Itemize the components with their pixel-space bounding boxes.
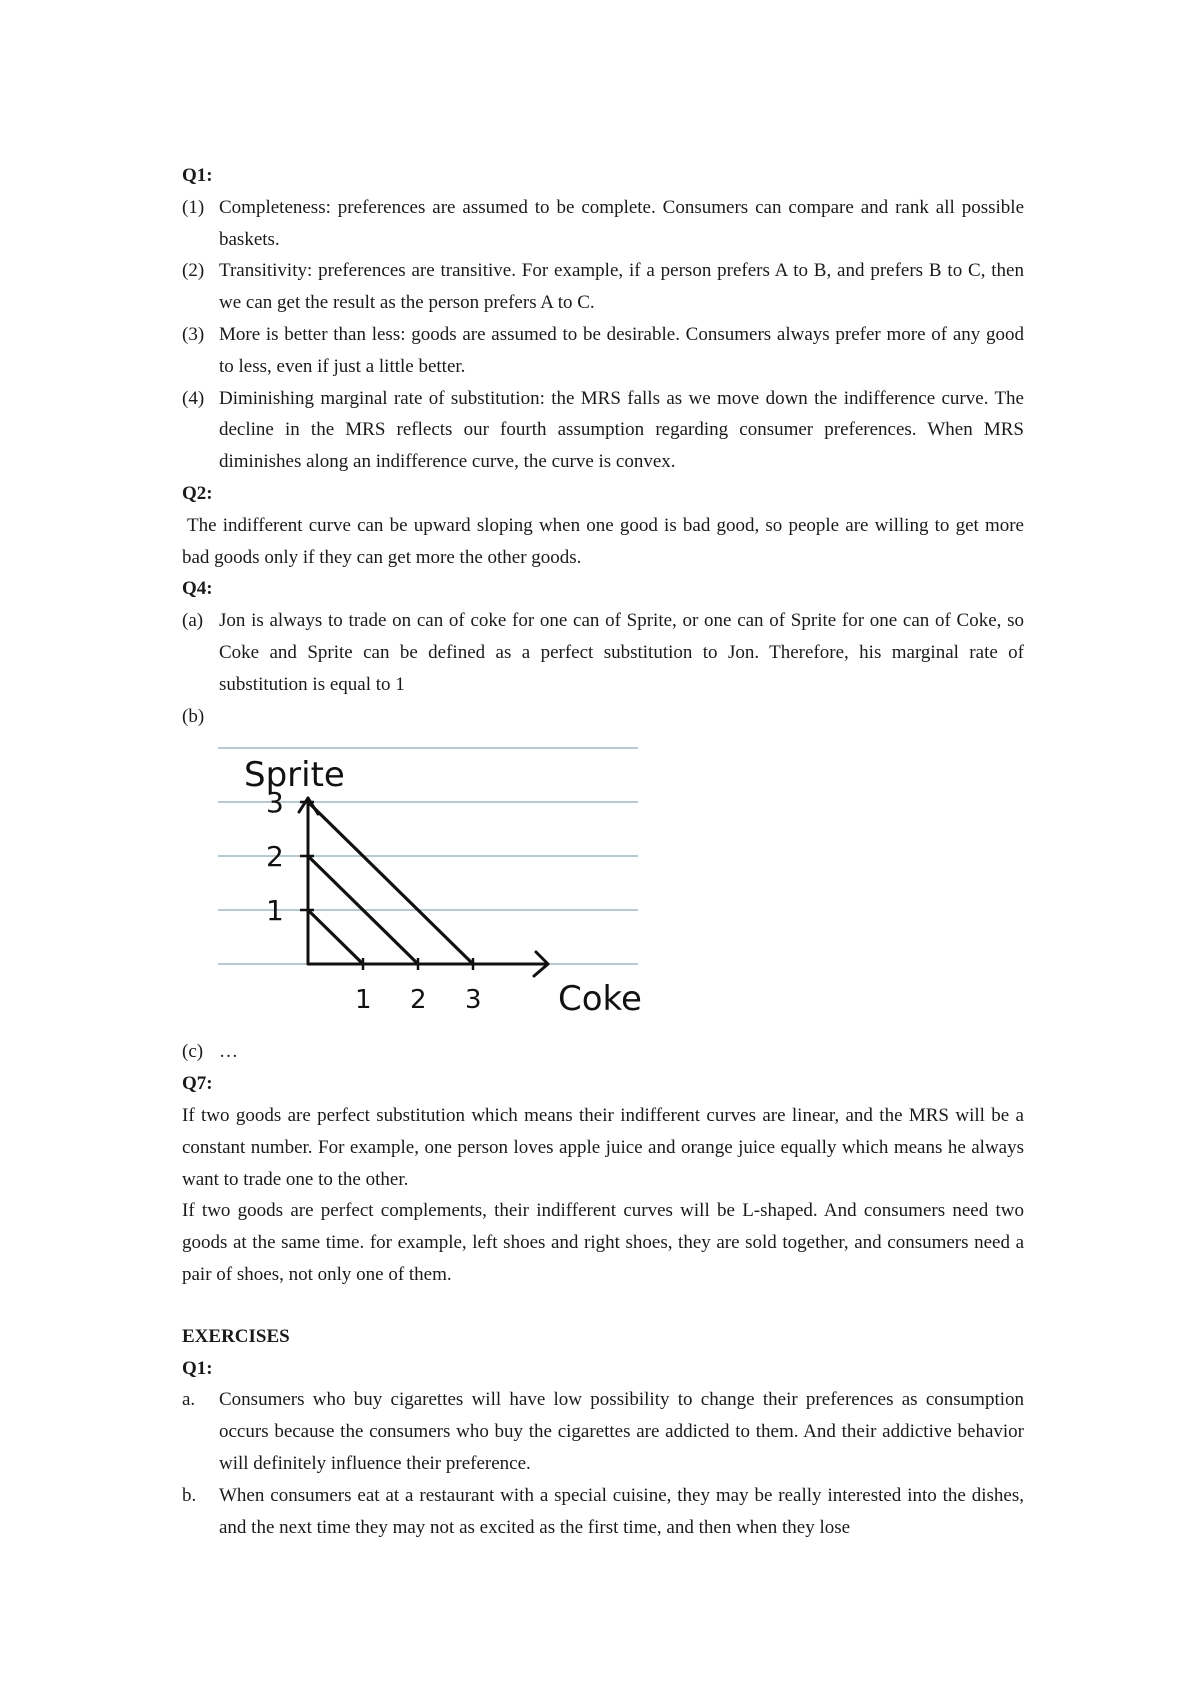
list-item (182, 192, 1024, 256)
list-item (182, 1480, 1024, 1544)
list-item-text: Transitivity: preferences are transitive. For example, if a person prefers A to B, and prefers B to C, then we can get the result as the person prefers A to C. (219, 260, 1024, 314)
list-item (182, 605, 1024, 700)
x-tick-label: 3 (465, 985, 482, 1016)
list-marker: (3) (182, 323, 205, 345)
list-item-text: More is better than less: goods are assumed to be desirable. Consumers always prefer more of any good to less, even if just a little better. (219, 323, 1024, 377)
q7-heading: Q7: (182, 1073, 213, 1095)
list-item (182, 1036, 1024, 1068)
list-item (182, 701, 1024, 733)
list-marker: a. (182, 1389, 196, 1411)
chart-svg (218, 736, 678, 1026)
list-item-text: Diminishing marginal rate of substitution: the MRS falls as we move down the indifference curve. The decline in the MRS reflects our fourth assumption regarding consumer preferences. When MRS diminishes along an indifference curve, the curve is convex. (219, 387, 1024, 473)
list-item-text: Jon is always to trade on can of coke for one can of Sprite, or one can of Sprite for one can of Coke, so Coke and Sprite can be defined as a perfect substitution to Jon. Therefore, his marginal rate of substitution is equal to 1 (219, 610, 1024, 695)
y-tick-label: 1 (266, 894, 284, 928)
list-item-text: Consumers who buy cigarettes will have low possibility to change their preferences as consumption occurs because the consumers who buy the cigarettes are addicted to them. And their addictive behavior will definitely influence their preference. (219, 1389, 1024, 1474)
list-marker: (a) (182, 610, 204, 632)
list-marker: (b) (182, 705, 205, 727)
list-item-text: When consumers eat at a restaurant with a special cuisine, they may be really interested into the dishes, and the next time they may not as excited as the first time, and then when they lose (219, 1484, 1024, 1538)
q4-heading: Q4: (182, 578, 213, 600)
exercises-heading: EXERCISES (182, 1325, 290, 1347)
exercises-q1-heading: Q1: (182, 1357, 213, 1379)
list-marker: (c) (182, 1041, 204, 1063)
q7-paragraph: If two goods are perfect complements, their indifferent curves will be L-shaped. And consumers need two goods at the same time. for example, left shoes and right shoes, they are sold together, and consumers need a pair of shoes, not only one of them. (182, 1200, 1024, 1285)
list-item (182, 255, 1024, 319)
x-axis-label: Coke (558, 979, 642, 1020)
document-page (182, 160, 1024, 1543)
list-marker: (1) (182, 196, 205, 218)
list-item (182, 383, 1024, 478)
q7-paragraph: If two goods are perfect substitution which means their indifferent curves are linear, and the MRS will be a constant number. For example, one person loves apple juice and orange juice equally which means he always want to trade one to the other. (182, 1104, 1024, 1190)
list-item-text: … (219, 1041, 238, 1063)
indifference-curve-chart (218, 736, 678, 1026)
list-item (182, 319, 1024, 383)
list-item (182, 1384, 1024, 1479)
x-tick-label: 2 (410, 985, 427, 1016)
q2-heading: Q2: (182, 482, 213, 504)
list-marker: (2) (182, 260, 205, 282)
list-marker: b. (182, 1484, 197, 1506)
x-tick-label: 1 (355, 985, 372, 1016)
list-item-text: Completeness: preferences are assumed to be complete. Consumers can compare and rank all possible baskets. (219, 196, 1024, 250)
y-axis-label: Sprite (244, 755, 345, 796)
list-marker: (4) (182, 387, 205, 409)
q2-answer: The indifferent curve can be upward sloping when one good is bad good, so people are willing to get more bad goods only if they can get more the other goods. (182, 514, 1024, 568)
y-tick-label: 2 (266, 840, 284, 874)
y-tick-label: 3 (266, 786, 284, 820)
q1-heading: Q1: (182, 165, 213, 186)
